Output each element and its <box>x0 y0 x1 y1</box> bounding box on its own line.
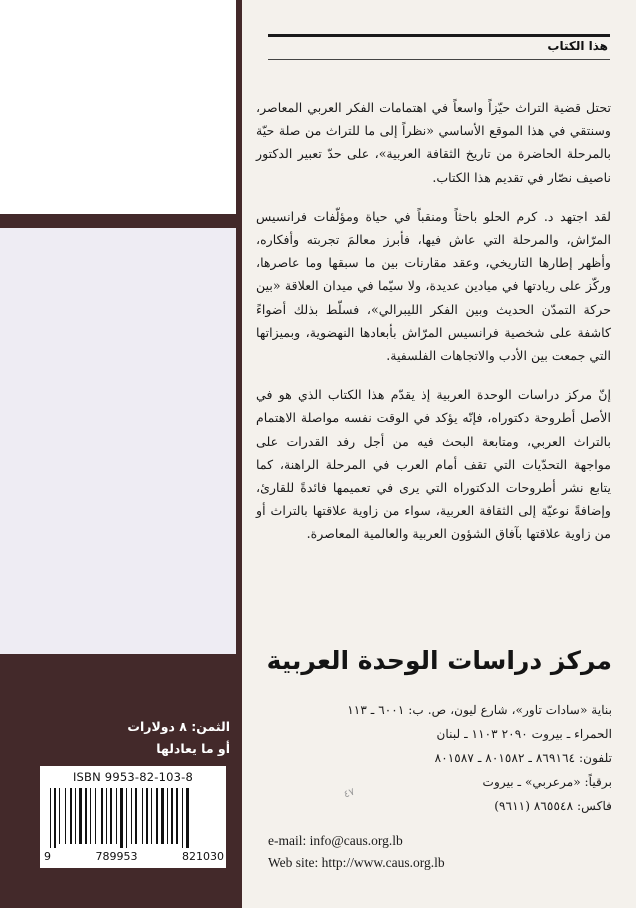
barcode-digit-group: 789953 <box>95 850 138 863</box>
fax-line: فاكس: ٨٦٥٥٤٨ (٩٦١١) <box>494 799 612 813</box>
barcode-bar <box>110 788 112 844</box>
phone-line: تلفون: ٨٦٩١٦٤ ـ ٨٠١٥٨٢ ـ ٨٠١٥٨٧ <box>434 751 612 765</box>
barcode-digit-group: 9 <box>44 850 51 863</box>
barcode-bar <box>79 788 82 844</box>
barcode-bar <box>156 788 158 844</box>
barcode-bar <box>146 788 148 844</box>
barcode-bar <box>167 788 168 844</box>
left-lavender-panel <box>0 228 236 654</box>
publisher-name: مركز دراسات الوحدة العربية <box>266 646 612 675</box>
section-heading: هذا الكتاب <box>547 39 608 53</box>
barcode-bar <box>126 788 127 848</box>
barcode-icon <box>46 788 220 848</box>
address-line: الحمراء ـ بيروت ٢٠٩٠ ١١٠٣ ـ لبنان <box>436 727 612 741</box>
barcode-bar <box>85 788 87 844</box>
barcode-bar <box>50 788 51 848</box>
barcode-box <box>40 766 226 868</box>
price-equivalent: أو ما يعادلها <box>156 741 230 756</box>
barcode-bar <box>116 788 117 844</box>
barcode-bar <box>142 788 143 844</box>
barcode-bar <box>120 788 123 848</box>
barcode-bar <box>131 788 132 844</box>
heading-underline <box>268 59 610 60</box>
barcode-bar <box>186 788 189 848</box>
barcode-bar <box>70 788 72 844</box>
barcode-bar <box>90 788 91 844</box>
pencil-mark: ٤٧ <box>342 786 357 801</box>
barcode-bar <box>54 788 56 848</box>
barcode-bar <box>106 788 107 844</box>
address-block <box>262 698 612 818</box>
book-description <box>256 96 611 546</box>
telegram-line: برقياً: «مرعربي» ـ بيروت <box>482 775 612 789</box>
price-label: الثمن: ٨ دولارات <box>127 719 230 734</box>
barcode-bar <box>151 788 152 844</box>
barcode-bar <box>75 788 76 844</box>
barcode-bar <box>161 788 164 844</box>
contact-block <box>268 830 608 874</box>
barcode-bar <box>182 788 183 848</box>
barcode-bar <box>135 788 137 844</box>
top-rule <box>268 34 610 37</box>
left-white-panel <box>0 0 236 214</box>
barcode-bar <box>59 788 60 844</box>
paragraph: لقد اجتهد د. كرم الحلو باحثاً ومنقباً في حياة ومؤلّفات فرانسيس المرّاش، والمرحلة التي عاش فيها، فأبرز معالمَ تجربته وأفكاره، وأظهر إطارها التاريخي، وعقد مقارنات بين ما سبقها وما عاصرها، وركّز على ريادتها في ميادين عديدة، ولا سيّما في ميدان العلاقة «بين حركة التمدّن الحديث وبين الفكر الليبرالي»، فسلّط بذلك أضواءً كاشفة على شخصية فرانسيس المرّاش بأبعادها النهضوية، وبميزاتها التي جمعت بين الأدب والاتجاهات الفلسفية. <box>256 208 611 364</box>
barcode-bar <box>176 788 178 844</box>
barcode-bar <box>95 788 96 844</box>
website-link[interactable]: Web site: http://www.caus.org.lb <box>268 855 445 870</box>
barcode-bar <box>171 788 173 844</box>
address-line: بناية «سادات تاور»، شارع ليون، ص. ب: ٦٠٠١ ـ ١١٣ <box>347 703 612 717</box>
price-block <box>40 716 230 760</box>
email-link[interactable]: e-mail: info@caus.org.lb <box>268 833 403 848</box>
barcode-bar <box>101 788 103 844</box>
paragraph: تحتل قضية التراث حيّزاً واسعاً في اهتمامات الفكر العربي المعاصر، وسنتقي في هذا الموقع الأساسي «نظراً إلى ما للتراث من صلة حيّة بالمرحلة الحاضرة من تاريخ الثقافة العربية»، على حدّ تعبير الدكتور ناصيف نصّار في تقديم هذا الكتاب. <box>256 100 611 185</box>
barcode-bar <box>65 788 66 844</box>
isbn-text: ISBN 9953-82-103-8 <box>72 770 194 784</box>
barcode-digit-group: 821030 <box>182 850 224 863</box>
paragraph: إنّ مركز دراسات الوحدة العربية إذ يقدّم هذا الكتاب الذي هو في الأصل أطروحة دكتوراه، فإنّه يؤكد في الوقت نفسه مواصلة الاهتمام بالتراث العربي، ومتابعة البحث فيه من أجل رفد القدرات على مواجهة التحدّيات التي تقف أمام العرب في المرحلة الراهنة، كما يتابع نشر أطروحات الدكتوراه التي يرى في تعميمها فائدةً للقارئ، وإضافةً نوعيّة إلى الثقافة العربية، سواء من زاوية علاقتها بالتراث أو من زاوية علاقتها بآفاق الشؤون العربية والعالمية المعاصرة. <box>256 387 611 542</box>
barcode-digits <box>44 850 224 863</box>
